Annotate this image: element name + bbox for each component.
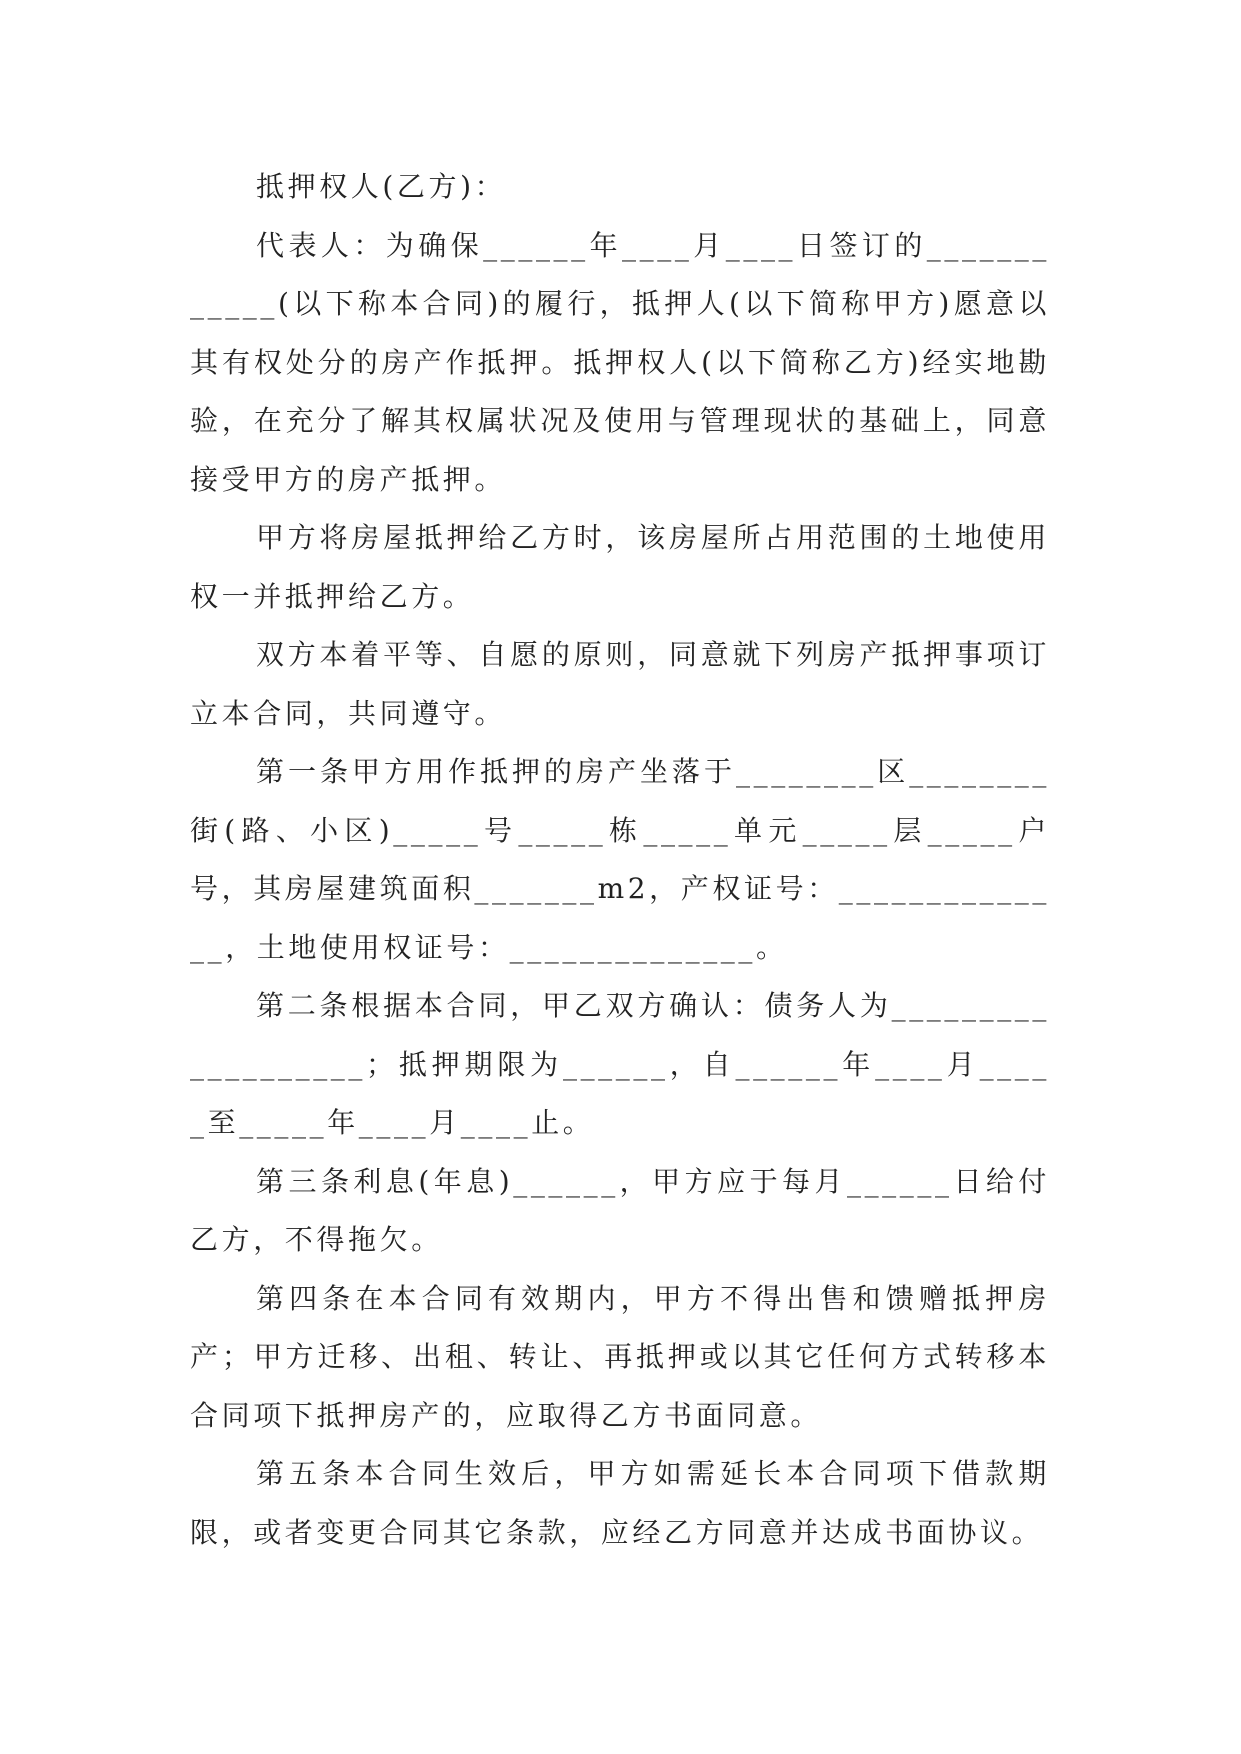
- paragraph-principle: 双方本着平等、自愿的原则，同意就下列房产抵押事项订立本合同，共同遵守。: [190, 638, 1050, 730]
- document-body: [190, 158, 1050, 1562]
- paragraph-article-5: 第五条本合同生效后，甲方如需延长本合同项下借款期限，或者变更合同其它条款，应经乙方同意并达成书面协议。: [190, 1457, 1050, 1549]
- paragraph-mortgagee: 抵押权人(乙方)：: [256, 170, 507, 203]
- paragraph-article-1: 第一条甲方用作抵押的房产坐落于________区________街(路、小区)_____号_____栋_____单元_____层_____户号，其房屋建筑面积_______m2，产权证号：______________，土地使用权证号：______________。: [190, 755, 1050, 964]
- paragraph-article-3: 第三条利息(年息)______，甲方应于每月______日给付乙方，不得拖欠。: [190, 1164, 1050, 1256]
- paragraph-article-2: 第二条根据本合同，甲乙双方确认：债务人为___________________；抵押期限为______，自______年____月_____至_____年____月____止。: [190, 989, 1050, 1139]
- paragraph-representative: 代表人：为确保______年____月____日签订的____________(以下称本合同)的履行，抵押人(以下简称甲方)愿意以其有权处分的房产作抵押。抵押权人(以下简称乙方)经实地勘验，在充分了解其权属状况及使用与管理现状的基础上，同意接受甲方的房产抵押。: [190, 228, 1050, 496]
- paragraph-article-4: 第四条在本合同有效期内，甲方不得出售和馈赠抵押房产；甲方迁移、出租、转让、再抵押或以其它任何方式转移本合同项下抵押房产的，应取得乙方书面同意。: [190, 1281, 1050, 1432]
- paragraph-land-use-right: 甲方将房屋抵押给乙方时，该房屋所占用范围的土地使用权一并抵押给乙方。: [190, 521, 1050, 613]
